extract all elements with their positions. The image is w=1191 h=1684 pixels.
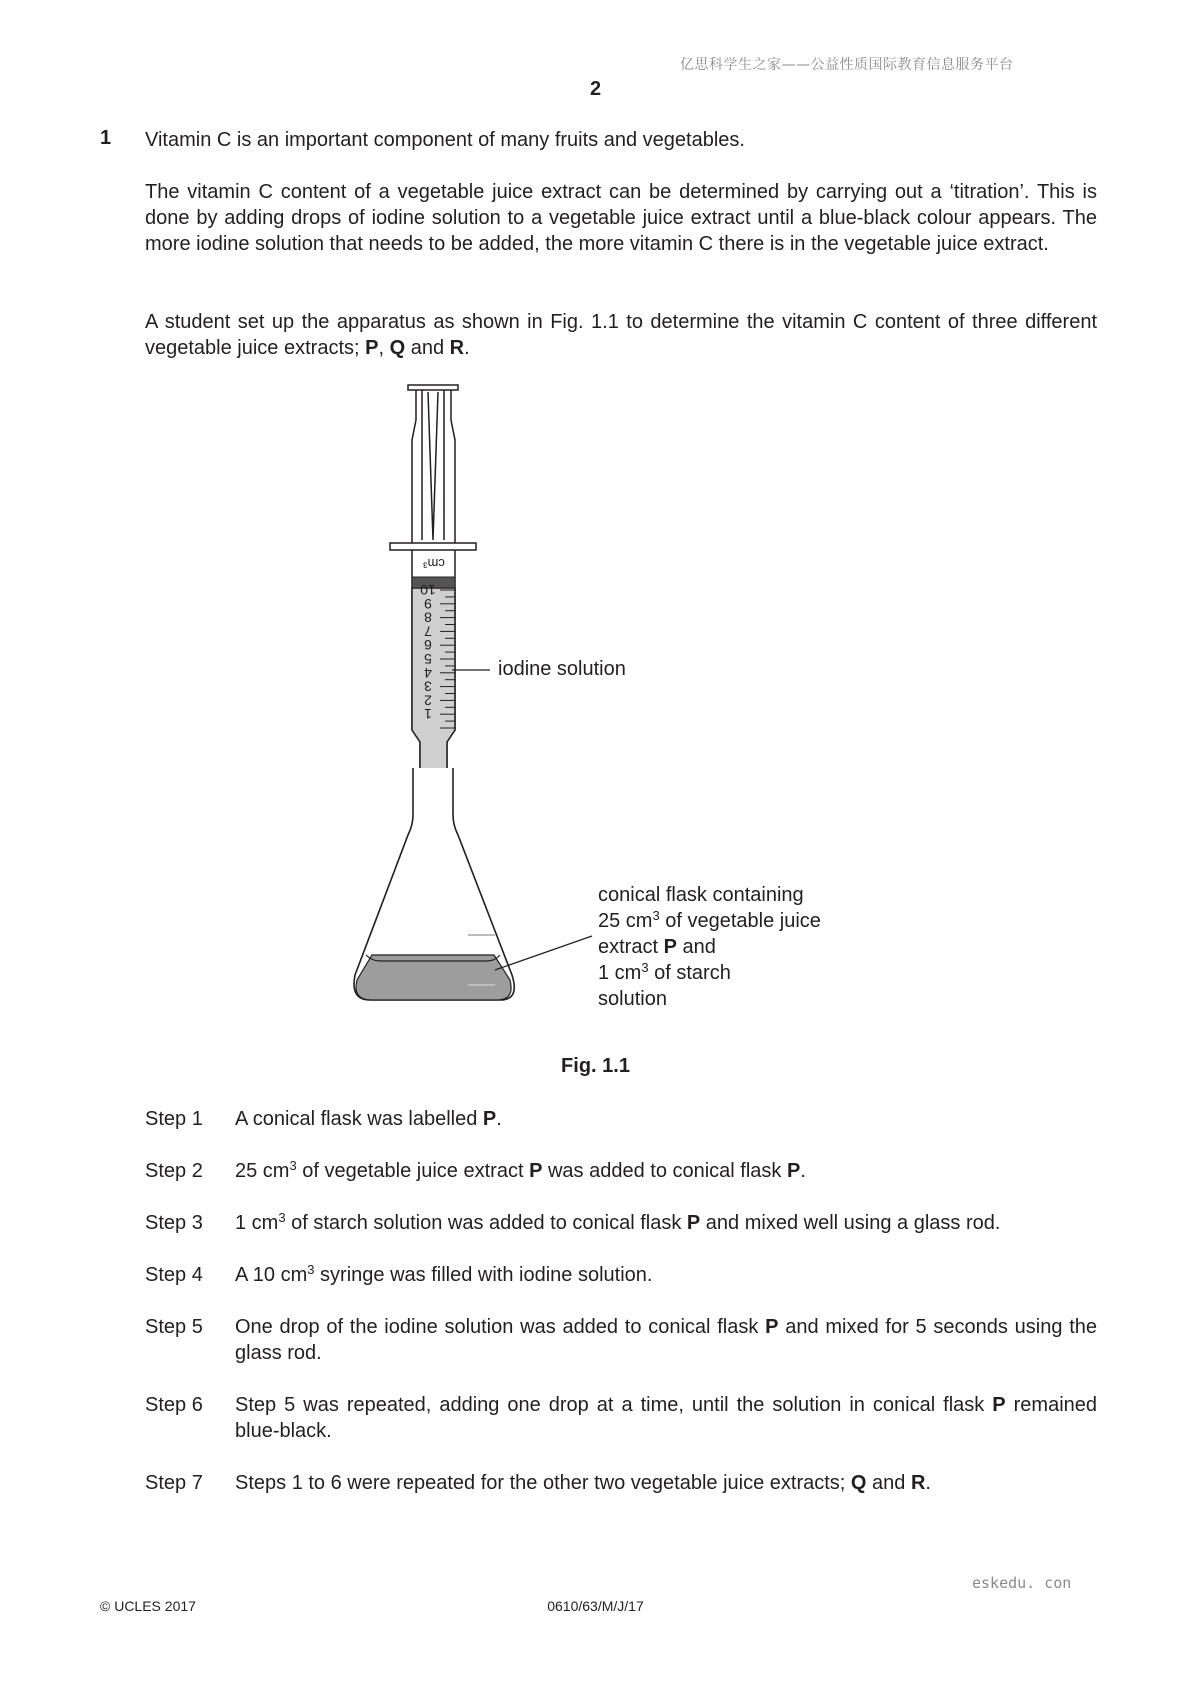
- step-3: [145, 1210, 1097, 1236]
- header-watermark: 亿思科学生之家——公益性质国际教育信息服务平台: [680, 57, 1014, 73]
- copyright: © UCLES 2017: [100, 1598, 196, 1614]
- scale-number: 10: [420, 582, 436, 598]
- step-exponent: 3: [278, 1210, 286, 1225]
- scale-number: 6: [424, 637, 432, 654]
- extract-q: Q: [389, 337, 406, 359]
- starch-volume: 1 cm: [598, 962, 642, 984]
- step-text: [235, 1470, 1097, 1496]
- syringe-flange: [390, 543, 476, 550]
- step-text-part: A conical flask was labelled: [235, 1108, 483, 1130]
- step-text: [235, 1106, 1097, 1132]
- step-5: [145, 1314, 1097, 1366]
- flask-label-line1: conical flask containing: [598, 884, 804, 906]
- step-label: Step 3: [145, 1212, 203, 1234]
- step-bold: P: [686, 1212, 701, 1234]
- step-bold: P: [765, 1316, 779, 1338]
- label-conical-flask: [598, 882, 898, 1012]
- step-exponent: 3: [307, 1262, 315, 1277]
- flask-volume-rest: of vegetable juice: [659, 910, 821, 932]
- step-2: [145, 1158, 1097, 1184]
- flask-extract-p: P: [663, 936, 677, 958]
- step-1: [145, 1106, 1097, 1132]
- scale-number: 1: [424, 706, 432, 723]
- extract-r: R: [449, 337, 465, 359]
- step-bold: P: [529, 1160, 543, 1182]
- step-text-part: was added to conical flask: [542, 1160, 787, 1182]
- step-label: Step 6: [145, 1394, 203, 1416]
- step-bold: P: [482, 1108, 497, 1130]
- step-text: [235, 1262, 1097, 1288]
- flask-label-line4: [598, 960, 898, 986]
- scale-number: 3: [424, 678, 432, 695]
- step-text-part: 1 cm: [235, 1212, 279, 1234]
- extract-p: P: [365, 337, 379, 359]
- step-6: [145, 1392, 1097, 1444]
- scale-number: 8: [424, 609, 432, 626]
- step-text-part: 25 cm: [235, 1160, 290, 1182]
- flask-volume-exponent: 3: [652, 908, 660, 923]
- step-text-part: .: [496, 1108, 502, 1130]
- page-number: 2: [589, 78, 602, 100]
- step-text-part: One drop of the iodine solution was added to conical flask: [235, 1316, 766, 1338]
- scale-number: 4: [424, 664, 432, 681]
- label-iodine-solution: iodine solution: [498, 658, 626, 680]
- step-label: Step 1: [145, 1108, 203, 1130]
- step-bold: Q: [850, 1472, 867, 1494]
- figure-caption: Fig. 1.1: [561, 1055, 630, 1077]
- step-label: Step 2: [145, 1160, 203, 1182]
- step-text-part: .: [800, 1160, 806, 1182]
- scale-number: 9: [424, 595, 432, 612]
- footer-watermark: eskedu. con: [972, 1574, 1072, 1592]
- scale-number: 2: [424, 692, 432, 709]
- step-text-part: and mixed for 5 seconds using the glass rod.: [235, 1316, 1098, 1364]
- step-text-part: syringe was filled with iodine solution.: [314, 1264, 653, 1286]
- step-text-part: remained blue-black.: [235, 1394, 1098, 1442]
- syringe-unit-label: cm³: [423, 556, 445, 571]
- setup-period: .: [464, 337, 470, 359]
- question-intro: Vitamin C is an important component of many fruits and vegetables.: [145, 129, 745, 151]
- step-4: [145, 1262, 1097, 1288]
- step-label: Step 7: [145, 1472, 203, 1494]
- flask-extract-and: and: [676, 936, 716, 958]
- flask-label-line3: [598, 934, 898, 960]
- starch-volume-exponent: 3: [641, 960, 649, 975]
- step-text-part: and: [866, 1472, 911, 1494]
- method-steps: [145, 1106, 1097, 1522]
- starch-volume-rest: of starch: [648, 962, 731, 984]
- flask-volume: 25 cm: [598, 910, 653, 932]
- step-text: [235, 1392, 1097, 1444]
- step-text-part: of starch solution was added to conical flask: [285, 1212, 687, 1234]
- scale-number: 5: [424, 651, 432, 667]
- step-text-part: Steps 1 to 6 were repeated for the other two vegetable juice extracts;: [235, 1472, 851, 1494]
- scale-number: 7: [424, 623, 432, 640]
- plunger-thumb-press: [408, 385, 458, 390]
- sep-comma: ,: [378, 337, 390, 359]
- paper-code: 0610/63/M/J/17: [547, 1598, 644, 1614]
- flask-label-line2: [598, 908, 898, 934]
- flask-label-line5: solution: [598, 988, 667, 1010]
- step-text-part: Step 5 was repeated, adding one drop at a time, until the solution in conical flask: [235, 1394, 993, 1416]
- step-exponent: 3: [289, 1158, 297, 1173]
- step-text: [235, 1158, 1097, 1184]
- step-bold: R: [910, 1472, 926, 1494]
- flask-juice-liquid: [356, 955, 511, 1000]
- step-7: [145, 1470, 1097, 1496]
- step-text-part: .: [925, 1472, 931, 1494]
- step-text-part: A 10 cm: [235, 1264, 308, 1286]
- step-text: [235, 1314, 1097, 1366]
- step-bold: P: [992, 1394, 1006, 1416]
- question-number: 1: [100, 127, 112, 149]
- step-label: Step 4: [145, 1264, 203, 1286]
- step-label: Step 5: [145, 1316, 203, 1338]
- step-bold: P: [787, 1160, 801, 1182]
- setup-text: A student set up the apparatus as shown in Fig. 1.1 to determine the vitamin C content of three different vegetable juice extracts;: [145, 311, 1097, 359]
- plunger-rod: [422, 390, 444, 540]
- sep-and: and: [405, 337, 450, 359]
- flask-leader-line: [495, 936, 592, 970]
- flask-extract-text: extract: [598, 936, 664, 958]
- question-paragraph-titration: The vitamin C content of a vegetable juice extract can be determined by carrying out a ‘titration’. This is done by adding drops of iodine solution to a vegetable juice extract until a blue-black colour appears. The more iodine solution that needs to be added, the more vitamin C there is in the vegetable juice extract.: [145, 181, 1097, 255]
- step-text-part: of vegetable juice extract: [296, 1160, 530, 1182]
- step-text: [235, 1210, 1097, 1236]
- step-text-part: and mixed well using a glass rod.: [700, 1212, 1001, 1234]
